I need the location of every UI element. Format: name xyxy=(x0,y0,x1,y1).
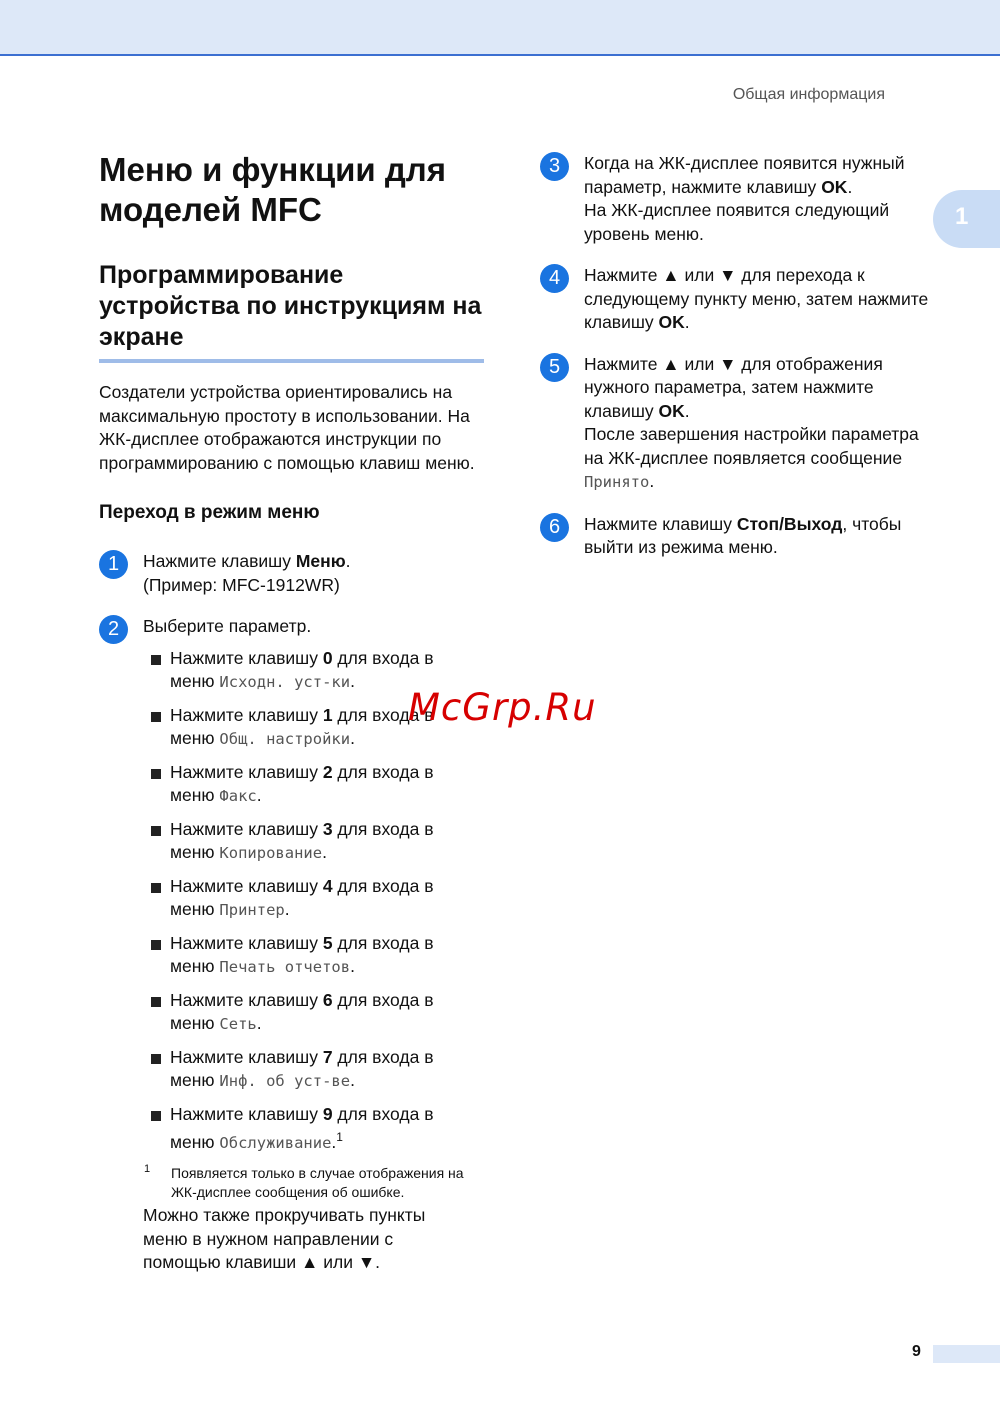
step-text: , чтобы выйти из режима меню. xyxy=(584,513,902,557)
key-name: OK xyxy=(658,312,685,332)
step-6 xyxy=(540,513,940,560)
step-number-5: 5 xyxy=(540,353,569,382)
chapter-number: 1 xyxy=(955,203,969,230)
step-text: Выберите параметр. xyxy=(143,616,312,636)
step-text: Нажмите ▲ или ▼ для перехода к следующему пункту меню, затем нажмите клавишу xyxy=(584,265,929,332)
step-number-4: 4 xyxy=(540,264,569,293)
step-text: На ЖК-дисплее появится следующий уровень меню. xyxy=(584,200,890,244)
list-item: Нажмите клавишу 3 для входа в меню Копирование. xyxy=(143,818,470,866)
section-heading: Программирование устройства по инструкциям на экране xyxy=(99,260,484,363)
bullet-square-icon xyxy=(151,997,161,1007)
step-example: (Пример: MFC-1912WR) xyxy=(143,574,340,595)
list-item: Нажмите клавишу 9 для входа в меню Обслуживание.$^1$ xyxy=(143,1103,470,1156)
right-column xyxy=(540,152,940,560)
section-title: Общая информация xyxy=(732,86,885,103)
step-3: 3 Когда на ЖК-дисплее появится нужный параметр, нажмите клавишу OK. На ЖК-дисплее появится следующий уровень меню. xyxy=(540,152,940,246)
step-text: После завершения настройки параметра на ЖК-дисплее появляется сообщение xyxy=(584,424,919,468)
list-item: Нажмите клавишу 7 для входа в меню Инф. об уст-ве. xyxy=(143,1046,470,1094)
key-name: Меню xyxy=(295,551,346,571)
watermark: McGrp.Ru xyxy=(408,686,597,729)
step-text: Нажмите клавишу xyxy=(143,551,296,571)
key-name: Стоп/Выход xyxy=(736,513,843,534)
step-4: 4 Нажмите ▲ или ▼ для перехода к следующему пункту меню, затем нажмите клавишу OK. xyxy=(540,264,940,335)
footer-bar xyxy=(933,1345,1000,1363)
footnote-number: 1 xyxy=(144,1163,151,1176)
list-item: Нажмите клавишу 5 для входа в меню Печать отчетов. xyxy=(143,932,470,980)
list-item: Нажмите клавишу 4 для входа в меню Принтер. xyxy=(143,875,470,923)
key-name: OK xyxy=(658,400,685,421)
step-5: 5 Нажмите ▲ или ▼ для отображения нужного параметра, затем нажмите клавишу OK. После завершения настройки параметра на ЖК-дисплее появляется сообщение Принято. xyxy=(540,353,940,495)
bullet-square-icon xyxy=(151,712,161,722)
step-1 xyxy=(99,550,499,597)
footnote-ref: 1 xyxy=(336,1130,343,1144)
intro-paragraph: Создатели устройства ориентировались на максимальную простоту в использовании. На ЖК-дисплее отображаются инструкции по программированию с помощью клавиш меню. xyxy=(99,382,475,473)
step-text: Нажмите клавишу xyxy=(584,513,737,534)
bullet-square-icon xyxy=(151,940,161,950)
step-text: Когда на ЖК-дисплее появится нужный параметр, нажмите клавишу xyxy=(584,153,905,197)
page-title: Меню и функции для моделей MFC xyxy=(99,151,447,228)
step-text: . xyxy=(345,551,351,571)
footnote xyxy=(144,1164,481,1202)
step-number-6: 6 xyxy=(540,513,569,542)
list-item: Нажмите клавишу 6 для входа в меню Сеть. xyxy=(143,989,470,1037)
bullet-square-icon xyxy=(151,826,161,836)
top-header-bar xyxy=(0,0,1000,56)
list-item: Нажмите клавишу 0 для входа в меню Исходн. уст-ки. xyxy=(143,647,470,695)
step-number-1: 1 xyxy=(99,550,128,579)
bullet-square-icon xyxy=(151,1111,161,1121)
bullet-square-icon xyxy=(151,1054,161,1064)
bullet-square-icon xyxy=(151,883,161,893)
scroll-note: Можно также прокручивать пункты меню в нужном направлении с помощью клавиши ▲ или ▼. xyxy=(143,1205,426,1273)
step-number-2: 2 xyxy=(99,615,128,644)
bullet-square-icon xyxy=(151,655,161,665)
step-number-3: 3 xyxy=(540,152,569,181)
menu-heading: Переход в режим меню xyxy=(99,502,320,523)
bullet-square-icon xyxy=(151,769,161,779)
chapter-tab xyxy=(933,190,1000,248)
list-item: Нажмите клавишу 2 для входа в меню Факс. xyxy=(143,761,470,809)
page-number: 9 xyxy=(912,1343,921,1360)
lcd-message: Принято xyxy=(584,473,650,491)
list-item: Нажмите клавишу 1 для входа в меню Общ. настройки. xyxy=(143,704,470,752)
key-name: OK xyxy=(821,176,848,197)
footnote-text: Появляется только в случае отображения на ЖК-дисплее сообщения об ошибке. xyxy=(171,1165,464,1201)
step-text: Нажмите ▲ или ▼ для отображения нужного параметра, затем нажмите клавишу xyxy=(584,353,883,421)
